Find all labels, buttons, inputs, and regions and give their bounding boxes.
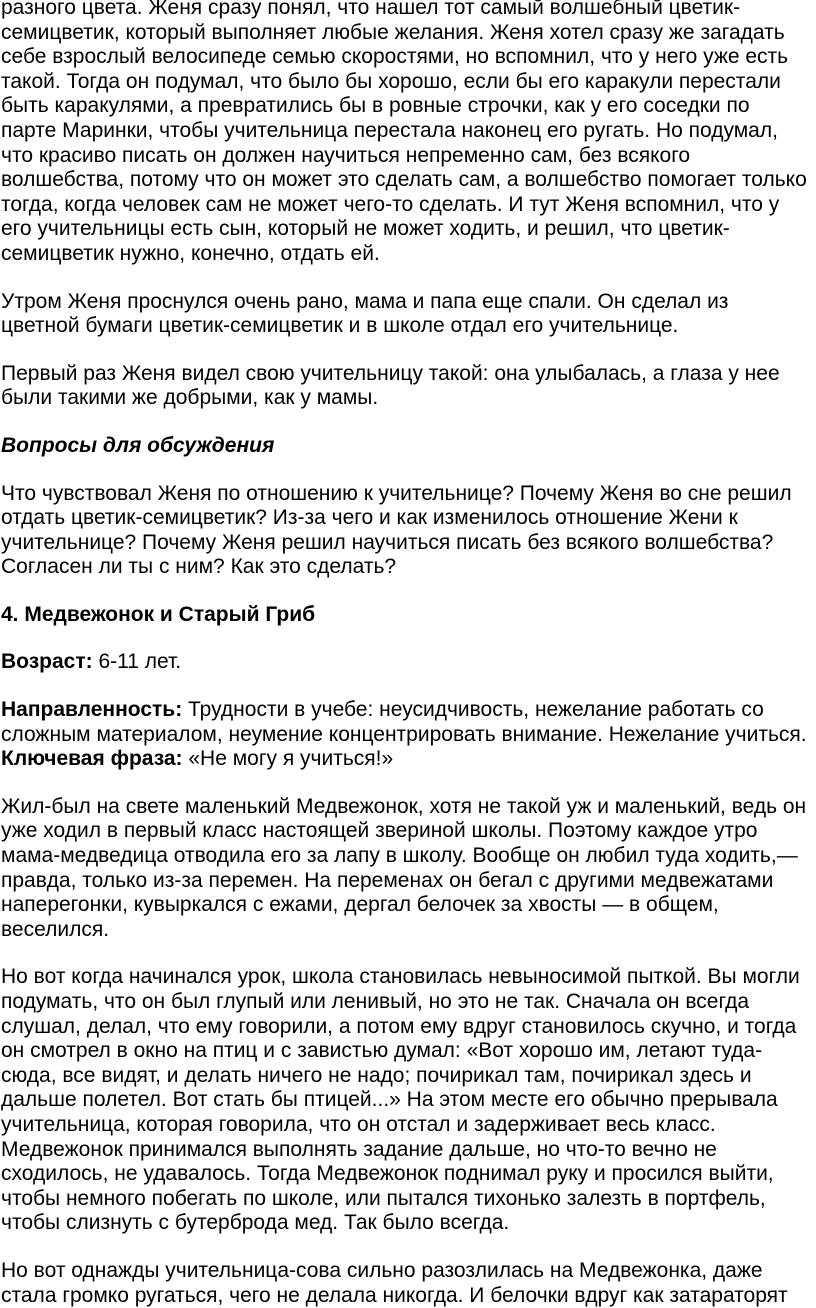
questions-text: Что чувствовал Женя по отношению к учительнице? Почему Женя во сне решил отдать цветик-семицветик? Из-за чего и как изменилось отношение Жени к учительнице? Почему Женя решил научиться писать без всякого волшебства? Согласен ли ты с ним? Как это сделать? xyxy=(1,481,792,579)
age-label: Возраст: xyxy=(1,650,93,674)
story-paragraph: Но вот когда начинался урок, школа становилась невыносимой пыткой. Вы могли подумать, что он был глупый или ленивый, но это не так. Сначала он всегда слушал, делал, что ему говорили, а потом ему вдруг становилось скучно, и тогда он смотрел в окно на птиц и с завистью думал: «Вот хорошо им, летают туда-сюда, все видят, и делать ничего не надо; почирикал там, почирикал здесь и дальше полетел. Вот стать бы птицей...» На этом месте его обычно прерывала учительница, которая говорила, что он отстал и задерживает весь класс. Медвежонок принимался выполнять задание дальше, но что-то вечно не сходилось, не удавалось. Тогда Медвежонок поднимал руку и просился выйти, чтобы немного побегать по школе, или пытался тихонько залезть в портфель, чтобы слизнуть с бутерброда мед. Так было всегда. xyxy=(1,965,800,1235)
story-paragraph: Первый раз Женя видел свою учительницу такой: она улыбалась, а глаза у нее были такими же добрыми, как у мамы. xyxy=(1,361,780,410)
focus-value: Трудности в учебе: неусидчивость, нежелание работать со сложным материалом, неумение концентрировать внимание. Нежелание учиться. xyxy=(1,698,807,746)
section-title: 4. Медвежонок и Старый Гриб xyxy=(1,602,316,626)
story-paragraph: Жил-был на свете маленький Медвежонок, хотя не такой уж и маленький, ведь он уже ходил в первый класс настоящей звериной школы. Поэтому каждое утро мама-медведица отводила его за лапу в школу. Вообще он любил туда ходить,— правда, только из-за перемен. На переменах он бегал с другими медвежатами наперегонки, кувыркался с ежами, дергал белочек за хвосты — в общем, веселился. xyxy=(1,794,807,941)
age-line xyxy=(1,650,809,675)
focus-label: Направленность: xyxy=(1,698,183,722)
focus-line xyxy=(1,698,809,772)
key-phrase-value: «Не могу я учиться!» xyxy=(182,747,394,771)
story-paragraph: разного цвета. Женя сразу понял, что нашел тот самый волшебный цветик-семицветик, который выполняет любые желания. Женя хотел сразу же загадать себе взрослый велосипеде семью скоростями, но вспомнил, что у него уже есть такой. Тогда он подумал, что было бы хорошо, если бы его каракули перестали быть каракулями, а превратились бы в ровные строчки, как у его соседки по парте Маринки, чтобы учительница перестала наконец его ругать. Но подумал, что красиво писать он должен научиться непременно сам, без всякого волшебства, потому что он может это сделать сам, а волшебство помогает только тогда, когда человек сам не может чего-то сделать. И тут Женя вспомнил, что у его учительницы есть сын, который не может ходить, и решил, что цветик-семицветик нужно, конечно, отдать ей. xyxy=(1,0,807,265)
story-paragraph: Утром Женя проснулся очень рано, мама и папа еще спали. Он сделал из цветной бумаги цветик-семицветик и в школе отдал его учительнице. xyxy=(1,289,729,338)
key-phrase-label: Ключевая фраза: xyxy=(1,747,183,771)
questions-heading: Вопросы для обсуждения xyxy=(1,433,275,457)
story-paragraph: Но вот однажды учительница-сова сильно разозлилась на Медвежонка, даже стала громко ругаться, чего не делала никогда. И белочки вдруг как затараторят xyxy=(1,1258,788,1307)
age-value: 6-11 лет. xyxy=(92,650,182,674)
